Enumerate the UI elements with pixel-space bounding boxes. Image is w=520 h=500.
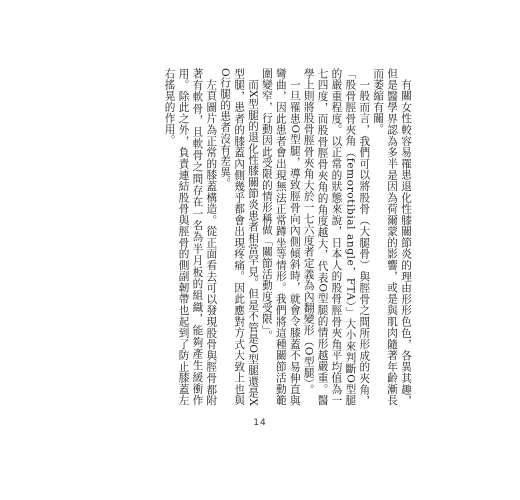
- page-number: 14: [253, 418, 267, 428]
- body-text: [112, 68, 412, 406]
- paragraph-2: 一般而言，我們可以將股骨（大腿骨）與脛骨之間所形成的夾角，「股骨脛骨夾角（femorotibial angle，FTA）」大小來判斷O型腿的嚴重程度。以正常的狀態來說，日本人的股骨脛骨夾角平均值為一七四度，而股骨脛骨夾角的角度越大，代表O型腿的情形越嚴重。醫學上則將股骨脛骨夾角大於一七六度者定義為內翻變形（O型腿）。: [302, 68, 371, 406]
- paragraph-5: 左頁圖片為正常的膝蓋構造。從正面看去可以發現股骨與脛骨都附著有軟骨，且軟骨之間存在一名為半月板的組織，能夠產生緩衝作用。除此之外，負責連結股骨與脛骨的側副韌帶也起到了防止膝蓋左右搖晃的作用。: [163, 68, 218, 406]
- paragraph-3: 一旦罹患O型腿，導致脛骨向內側傾斜時，就會令膝蓋不易伸直與彎曲，因此患者會出現無法正常蹲坐等情形。我們將這種關節活動範圍變窄，行動因此受限的情形稱做「關節活動度受限」。: [260, 68, 301, 406]
- paragraph-1: 有關女性較容易罹患退化性膝關節炎的理由形形色色，各異其趣，但是醫學界認為多半是因為荷爾蒙的影響，或是與肌肉隨著年齡漸長而萎縮有關。: [372, 68, 412, 406]
- paragraph-4: 而X型腿的退化性膝關節炎患者相當罕見。但是不管是O型腿還是X型腿，患者的膝蓋內側幾乎都會出現疼痛。因此應對方式大致上也與O行腿的患者沒有差異。: [219, 68, 260, 406]
